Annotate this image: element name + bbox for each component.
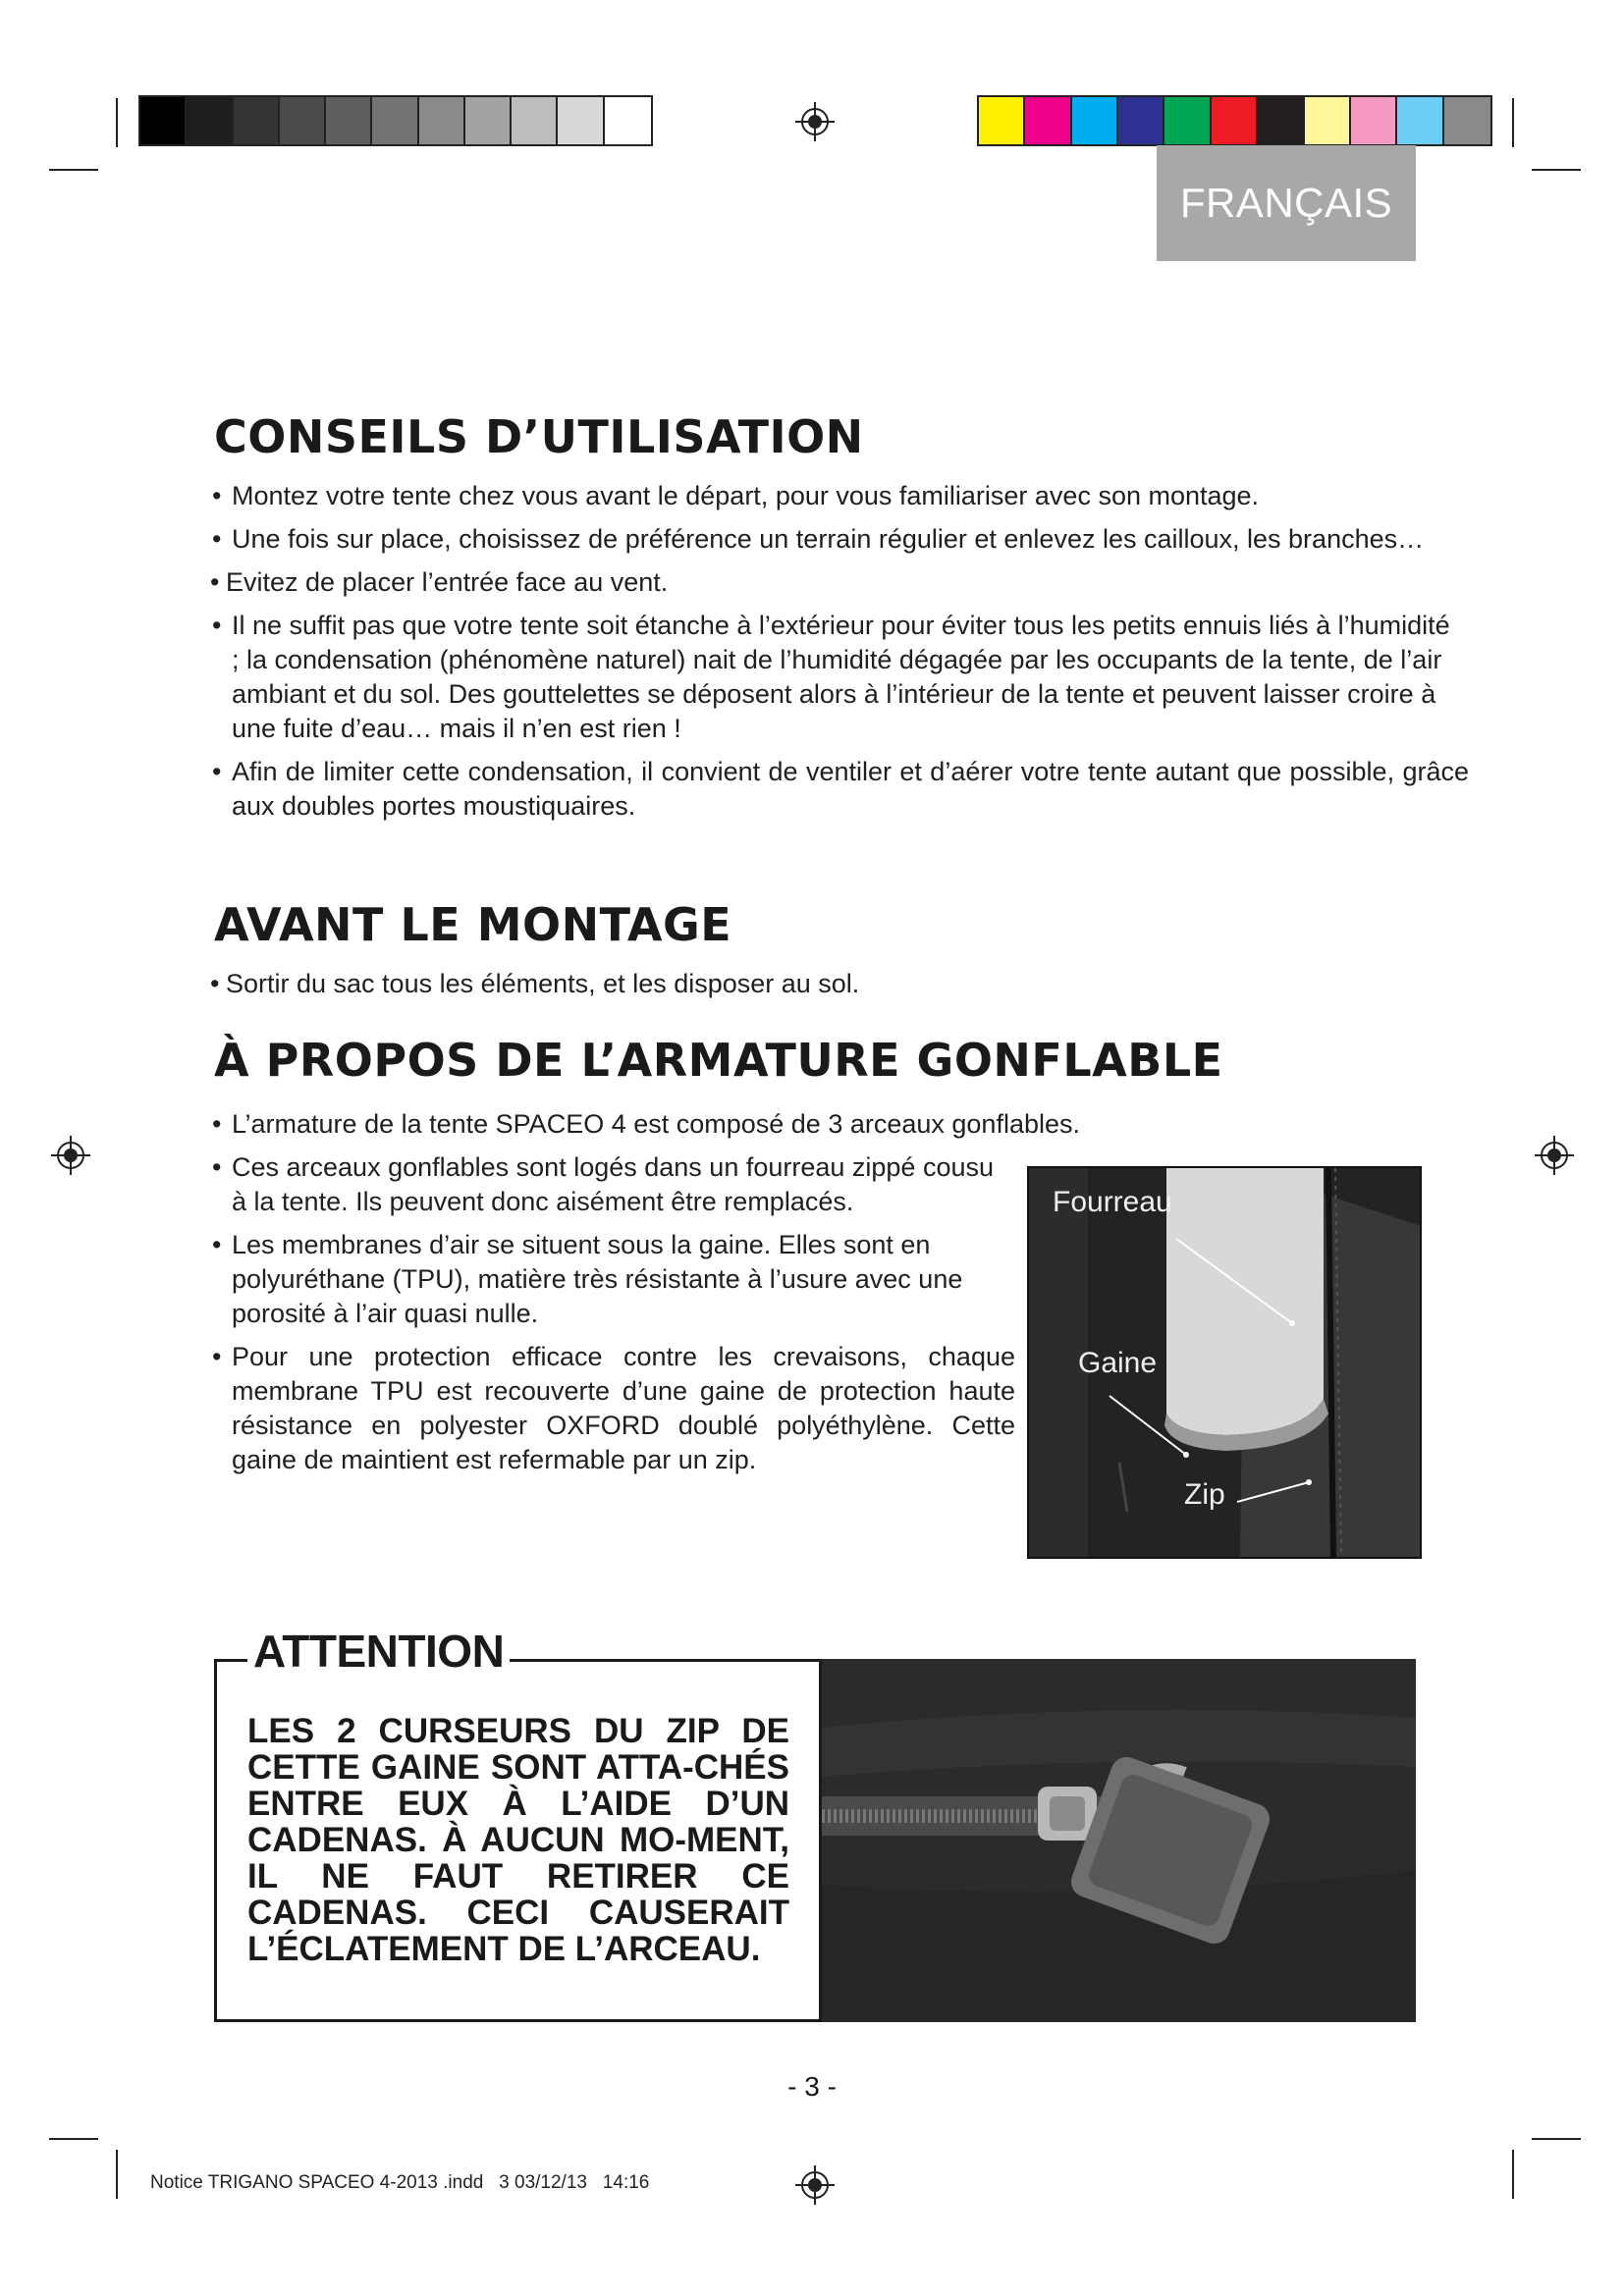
section-title-conseils: CONSEILS D’UTILISATION [214, 410, 864, 463]
calibration-swatch [1444, 97, 1490, 144]
conseils-list [212, 479, 1492, 832]
calibration-swatch [605, 97, 651, 144]
color-calibration-bar [977, 95, 1492, 146]
calibration-swatch [326, 97, 372, 144]
calibration-swatch [280, 97, 326, 144]
registration-mark-icon [1535, 1136, 1574, 1175]
registration-mark-icon [51, 1136, 90, 1175]
calibration-swatch [465, 97, 512, 144]
calibration-swatch [1397, 97, 1443, 144]
calibration-swatch [372, 97, 418, 144]
list-item: • Ces arceaux gonflables sont logés dans un fourreau zippé cousu à la tente. Ils peuvent donc aisément être remplacés. [212, 1150, 1015, 1219]
crop-mark [1532, 2138, 1581, 2140]
avant-list [210, 967, 1487, 1010]
list-item: • Les membranes d’air se situent sous la gaine. Elles sont en polyuréthane (TPU), matière très résistante à l’usure avec une porosité à l’air quasi nulle. [212, 1228, 1015, 1331]
grayscale-calibration-bar [138, 95, 653, 146]
armature-list [212, 1150, 1015, 1486]
calibration-swatch [558, 97, 604, 144]
calibration-swatch [979, 97, 1025, 144]
list-item: • Afin de limiter cette condensation, il convient de ventiler et d’aérer votre tente autant que possible, grâce aux doubles portes moustiquaires. [212, 755, 1492, 824]
page-number: - 3 - [787, 2071, 837, 2102]
attention-text: LES 2 CURSEURS DU ZIP DE CETTE GAINE SONT ATTA-CHÉS ENTRE EUX À L’AIDE D’UN CADENAS. À AUCUN MO-MENT, IL NE FAUT RETIRER CE CADENAS. CECI CAUSERAIT L’ÉCLATEMENT DE L’ARCEAU. [247, 1712, 789, 1968]
list-item: • Une fois sur place, choisissez de préférence un terrain régulier et enlevez les cailloux, les branches… [212, 522, 1492, 557]
list-item: • Montez votre tente chez vous avant le départ, pour vous familiariser avec son montage. [212, 479, 1492, 513]
list-item: • L’armature de la tente SPACEO 4 est composé de 3 arceaux gonflables. [212, 1107, 1469, 1142]
padlock-photo [819, 1659, 1416, 2022]
list-item: • Sortir du sac tous les éléments, et les disposer au sol. [210, 967, 1487, 1001]
calibration-swatch [1025, 97, 1071, 144]
calibration-swatch [1072, 97, 1118, 144]
armature-intro-list [212, 1107, 1469, 1150]
print-slug: Notice TRIGANO SPACEO 4-2013 .indd 3 03/12/13 14:16 [150, 2172, 650, 2193]
calibration-swatch [187, 97, 233, 144]
calibration-swatch [1351, 97, 1397, 144]
crop-mark [116, 2150, 118, 2199]
language-tab: FRANÇAIS [1157, 145, 1416, 261]
photo-label-fourreau: Fourreau [1053, 1186, 1172, 1218]
calibration-swatch [512, 97, 558, 144]
calibration-swatch [419, 97, 465, 144]
crop-mark [49, 2138, 98, 2140]
crop-mark [1532, 169, 1581, 171]
padlock-photo-illustration [822, 1659, 1416, 2022]
crop-mark [1512, 2150, 1514, 2199]
calibration-swatch [140, 97, 187, 144]
registration-mark-icon [795, 102, 835, 141]
list-item: • Evitez de placer l’entrée face au vent. [210, 565, 1490, 600]
list-item: • Il ne suffit pas que votre tente soit étanche à l’extérieur pour éviter tous les petits ennuis liés à l’humidité ; la condensation (phénomène naturel) nait de l’humidité dégagée par les occupants de la tente, de l’air ambiant et du sol. Des gouttelettes se déposent alors à l’intérieur de la tente et peuvent laisser croire à une fuite d’eau… mais il n’en est rien ! [212, 609, 1492, 746]
sleeve-photo [1027, 1166, 1422, 1559]
calibration-swatch [1118, 97, 1164, 144]
calibration-swatch [1258, 97, 1304, 144]
calibration-swatch [1305, 97, 1351, 144]
attention-title: ATTENTION [247, 1625, 510, 1678]
calibration-swatch [234, 97, 280, 144]
calibration-swatch [1164, 97, 1211, 144]
section-title-avant: AVANT LE MONTAGE [214, 898, 732, 951]
registration-mark-icon [795, 2165, 835, 2205]
crop-mark [116, 98, 118, 147]
crop-mark [1512, 98, 1514, 147]
calibration-swatch [1212, 97, 1258, 144]
photo-label-zip: Zip [1184, 1478, 1225, 1511]
crop-mark [49, 169, 98, 171]
photo-label-gaine: Gaine [1078, 1347, 1158, 1379]
list-item: • Pour une protection efficace contre les crevaisons, chaque membrane TPU est recouverte d’une gaine de protection haute résistance en polyester OXFORD doublé polyéthylène. Cette gaine de maintient est refermable par un zip. [212, 1340, 1015, 1477]
section-title-armature: À PROPOS DE L’ARMATURE GONFLABLE [214, 1034, 1223, 1087]
